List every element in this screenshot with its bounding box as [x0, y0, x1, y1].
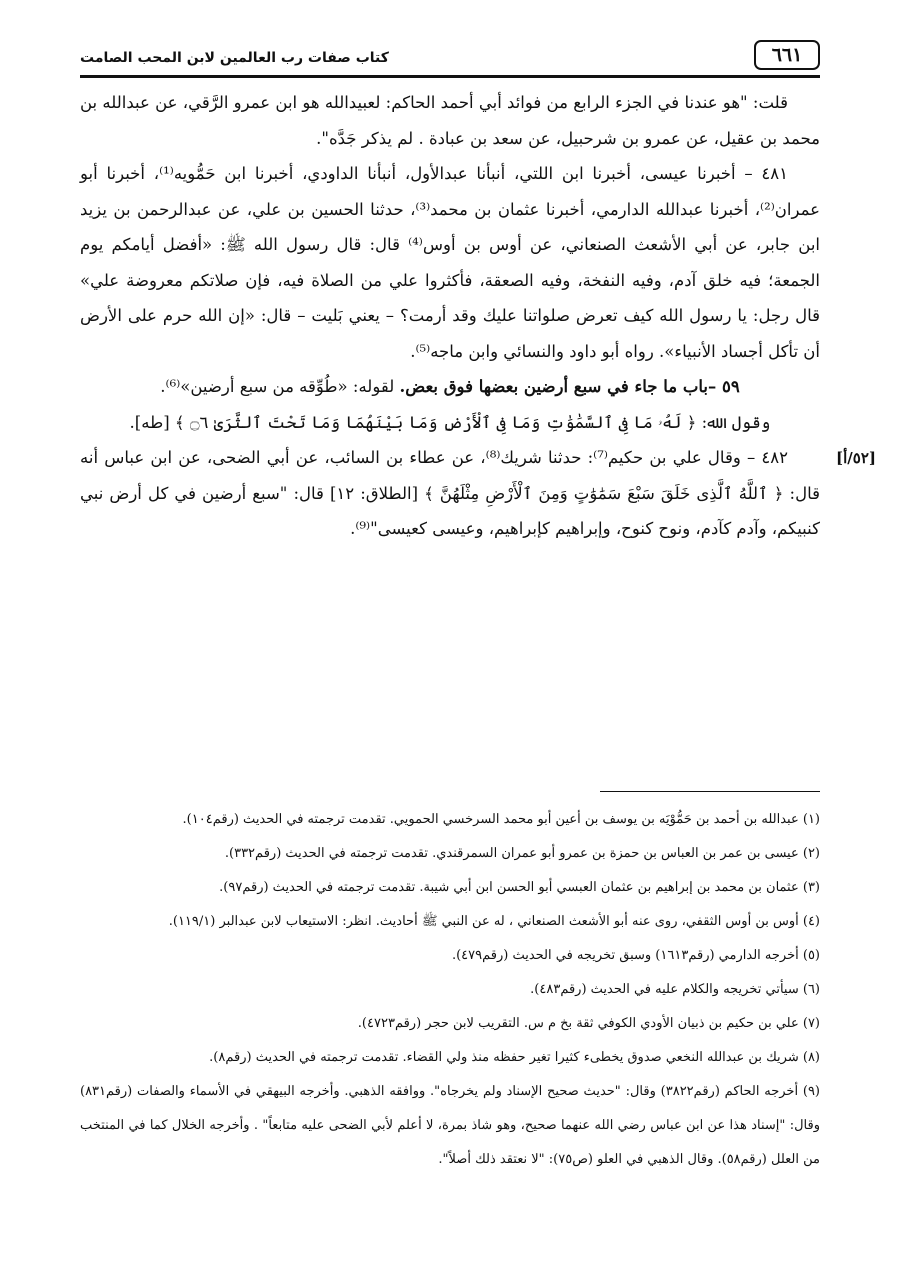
footnote: (٧) علي بن حكيم بن ذبيان الأودي الكوفي ثقة بخ م س. التقريب لابن حجر (رقم٤٧٢٣). — [357, 1016, 820, 1031]
main-text — [80, 85, 820, 547]
quran-verse-line: وقول الله: ﴿ لَهُۥ مَا فِى ٱلسَّمَٰوَٰتِ وَمَا فِى ٱلْأَرْضِ وَمَا بَيْنَهُمَا وَمَا تَحْتَ ٱلثَّرَىٰ ۝٦ ﴾ [طه]. — [129, 412, 771, 432]
footnote: (٣) عثمان بن محمد بن إبراهيم بن عثمان العبسي أبو الحسن ابن أبي شيبة. تقدمت ترجمته في الحديث (رقم٩٧). — [219, 880, 820, 895]
footnote: (٥) أخرجه الدارمي (رقم١٦١٣) وسبق تخريجه في الحديث (رقم٤٧٩). — [451, 948, 820, 963]
chapter-heading: ٥٩ –باب ما جاء في سبع أرضين بعضها فوق بعض. — [399, 377, 740, 396]
hadith-481: ٤٨١ – أخبرنا عيسى، أخبرنا ابن اللتي، أنبأنا عبدالأول، أنبأنا الداودي، أخبرنا ابن حَمُّويه⁽¹⁾، أخبرنا أبو عمران⁽²⁾، أخبرنا عبدالله الدارمي، أخبرنا عثمان بن محمد⁽³⁾، حدثنا الحسين بن علي، عن عبدالرحمن بن يزيد ابن جابر، عن أبي الأشعث الصنعاني، عن أوس بن أوس⁽⁴⁾ قال: قال رسول الله ﷺ: «أفضل أيامكم يوم الجمعة؛ فيه خلق آدم، وفيه النفخة، وفيه الصعقة، فأكثروا علي من الصلاة فيه، فإن صلاتكم معروضة علي» قال رجل: يا رسول الله كيف تعرض صلواتنا عليك وقد أرمت؟ – يعني بَليت – قال: «إن الله حرم على الأرض أن تأكل أجساد الأنبياء». رواه أبو داود والنسائي وابن ماجه⁽⁵⁾. — [80, 164, 820, 361]
chapter-text: لقوله: «طُوِّقه من سبع أرضين»⁽⁶⁾. — [160, 377, 400, 396]
manuscript-folio-ref: [٥٢/أ] — [836, 449, 876, 467]
footnote: (٢) عيسى بن عمر بن العباس بن حمزة بن عمرو أبو عمران السمرقندي. تقدمت ترجمته في الحديث (رقم٣٣٢). — [224, 846, 820, 861]
hadith-482: ٤٨٢ – وقال علي بن حكيم⁽⁷⁾: حدثنا شريك⁽⁸⁾، عن عطاء بن السائب، عن أبي الضحى، عن ابن عباس أنه قال: ﴿ ٱللَّهُ ٱلَّذِى خَلَقَ سَبْعَ سَمَٰوَٰتٍ وَمِنَ ٱلْأَرْضِ مِثْلَهُنَّ ﴾ [الطلاق: ١٢] قال: "سبع أرضين في كل أرض نبي كنبيكم، وآدم كآدم، ونوح كنوح، وإبراهيم كإبراهيم، وعيسى كعيسى"⁽⁹⁾. — [80, 448, 820, 538]
page-header — [80, 38, 820, 78]
footnote: (٨) شريك بن عبدالله النخعي صدوق يخطىء كثيرا تغير حفظه منذ ولي القضاء. تقدمت ترجمته في الحديث (رقم٨). — [209, 1050, 820, 1065]
footnote: (٤) أوس بن أوس الثقفي، روى عنه أبو الأشعث الصنعاني ، له عن النبي ﷺ أحاديث. انظر: الاستيعاب لابن عبدالبر (١١٩/١). — [168, 914, 820, 929]
footnote-divider — [600, 791, 820, 792]
footnote: (٩) أخرجه الحاكم (رقم٣٨٢٢) وقال: "حديث صحيح الإسناد ولم يخرجاه". ووافقه الذهبي. وأخرجه البيهقي في الأسماء والصفات (رقم٨٣١) وقال: "إسناد هذا عن ابن عباس رضي الله عنهما صحيح، وهو شاذ بمرة، لا أعلم لأبي الضحى عليه متابعاً" . وأخرجه الخلال كما في المنتخب من العلل (رقم٥٨). وقال الذهبي في العلو (ص٧٥): "لا نعتقد ذلك أصلاً". — [80, 1084, 820, 1167]
page-number: ٦٦١ — [754, 40, 820, 70]
book-title: كتاب صفات رب العالمين لابن المحب الصامت — [80, 50, 389, 66]
chapter-59 — [80, 369, 820, 405]
footnote: (٦) سيأتي تخريجه والكلام عليه في الحديث (رقم٤٨٣). — [530, 982, 820, 997]
header-divider — [80, 75, 820, 78]
footnote: (١) عبدالله بن أحمد بن حَمُّوْيَه بن يوسف بن أعين أبو محمد السرخسي الحمويي. تقدمت ترجمته في الحديث (رقم١٠٤). — [182, 812, 820, 827]
paragraph-quote: قلت: "هو عندنا في الجزء الرابع من فوائد أبي أحمد الحاكم: لعبيدالله هو ابن عمرو الرَّقي، عن عبدالله بن محمد بن عقيل، عن عمرو بن شرحبيل، عن سعد بن عبادة . لم يذكر جَدَّه". — [80, 93, 820, 148]
footnotes — [80, 803, 820, 1177]
